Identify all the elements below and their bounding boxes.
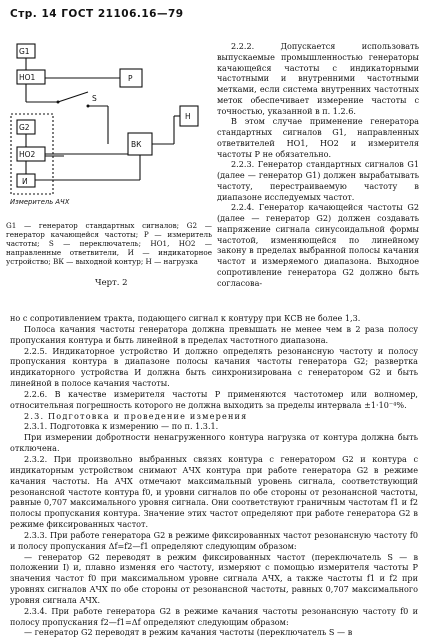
s-label: S bbox=[92, 94, 97, 103]
section-heading-2-3: 2.3. Подготовка и проведение измерения bbox=[24, 410, 248, 421]
right-column bbox=[217, 41, 419, 288]
figure-label: Черт. 2 bbox=[95, 278, 128, 288]
vk-label: ВК bbox=[131, 140, 142, 149]
h-label: H bbox=[185, 112, 191, 121]
i-label: И bbox=[22, 177, 28, 186]
figure-caption: G1 — генератор стандартных сигналов; G2 — генератор качающейся частоты; P — измеритель частоты; S — переключатель; HO1, HO2 — направленные ответвители, И — индикаторное устройство; ВК — выходной контур; H — нагрузка bbox=[6, 221, 212, 266]
para-2-2-6: 2.2.6. В качестве измерителя частоты P применяются частотомер или волномер, относительная погрешность которого не должна выходить за пределы интервала ±1·10⁻⁴%. bbox=[10, 388, 418, 410]
para-2-2-5: 2.2.5. Индикаторное устройство И должно определять резонансную частоту и полосу пропускания контура в диапазоне полосы качания частоты генератора G2; развертка индикаторного устройства И должна быть синхронизирована с генератором G2 и быть линейной в полосе качания частоты. bbox=[10, 345, 418, 389]
para-2-2-2: 2.2.2. Допускается использовать выпускаемые промышленностью генераторы качающейся частоты с индикаторными частотными и внутренними частотными метками, если система внутренних частотных меток обеспечивает измерение частоты с точностью, указанной в п. 1.2.6. bbox=[217, 41, 419, 116]
g2-label: G2 bbox=[19, 123, 30, 132]
para-2-3-3: 2.3.3. При работе генератора G2 в режиме фиксированных частот резонансную частоту f0 и полосу пропускания Δf=f2—f1 определяют следующим образом: bbox=[10, 529, 418, 551]
g1-label: G1 bbox=[19, 47, 30, 56]
para-2-3-3b: — генератор G2 переводят в режим фиксированных частот (переключатель S — в положении I) и, плавно изменяя его частоту, измеряют с помощью измерителя частоты P значения частот f0 при максимальном уровне сигнала АЧХ, а также частоты f1 и f2 при уровнях сигналов АЧХ по обе стороны от резонансной частоты, равных 0,707 максимального уровня сигнала АЧХ. bbox=[10, 551, 418, 605]
p-label: P bbox=[128, 74, 133, 83]
para-swing-band: Полоса качания частоты генератора должна превышать не менее чем в 2 раза полосу пропускания контура и быть линейной в пределах частотного диапазона. bbox=[10, 323, 418, 345]
para-2-3-4b: — генератор G2 переводят в режим качания частоты (переключатель S — в bbox=[24, 627, 353, 638]
para-2-3-1: 2.3.1. Подготовка к измерению — по п. 1.3.1. bbox=[24, 421, 219, 432]
main-text bbox=[10, 313, 418, 638]
para-2-3-1b: При измерении добротности ненагруженного контура нагрузка от контура должна быть отключена. bbox=[10, 432, 418, 454]
para-note: В этом случае применение генератора стандартных сигналов G1, направленных ответвителей HO1, HO2 и измерителя частоты P не обязательно. bbox=[217, 116, 419, 159]
block-diagram bbox=[8, 36, 210, 236]
para-2-2-4: 2.2.4. Генератор качающейся частоты G2 (далее — генератор G2) должен создавать напряжение сигнала синусоидальной формы частотой, изменяющейся по линейному закону в пределах выбранной полосы качания частот и измеряемого диапазона. Выходное сопротивление генератора G2 должно быть согласова- bbox=[217, 202, 419, 288]
measurer-label: Измеритель АЧХ bbox=[10, 198, 70, 206]
para-2-3-2: 2.3.2. При произвольно выбранных связях контура с генератором G2 и контура с индикаторным устройством снимают АЧХ контура при работе генератора G2 в режиме качания частоты. На АЧХ отмечают максимальный уровень сигнала, соответствующий резонансной частоте контура f0, и уровни сигналов по обе стороны от резонансной частоты, равные 0,707 максимального уровня сигнала. Они соответствуют граничным частотам f1 и f2 полосы пропускания контура. Значение этих частот определяют при работе генератора G2 в режиме фиксированных частот. bbox=[10, 453, 418, 530]
page-header: Стр. 14 ГОСТ 21106.16—79 bbox=[10, 8, 184, 20]
para-2-3-4: 2.3.4. При работе генератора G2 в режиме качания частоты резонансную частоту f0 и полосу пропускания f2—f1=Δf определяют следующим образом: bbox=[10, 605, 418, 627]
para-continued: но с сопротивлением тракта, подающего сигнал к контуру при КСВ не более 1,3. bbox=[10, 313, 361, 323]
para-2-2-3: 2.2.3. Генератор стандартных сигналов G1 (далее — генератор G1) должен вырабатывать частоту, перестраиваемую частоту в диапазоне исследуемых частот. bbox=[217, 159, 419, 202]
ho2-label: HO2 bbox=[19, 150, 36, 159]
ho1-label: HO1 bbox=[19, 73, 36, 82]
